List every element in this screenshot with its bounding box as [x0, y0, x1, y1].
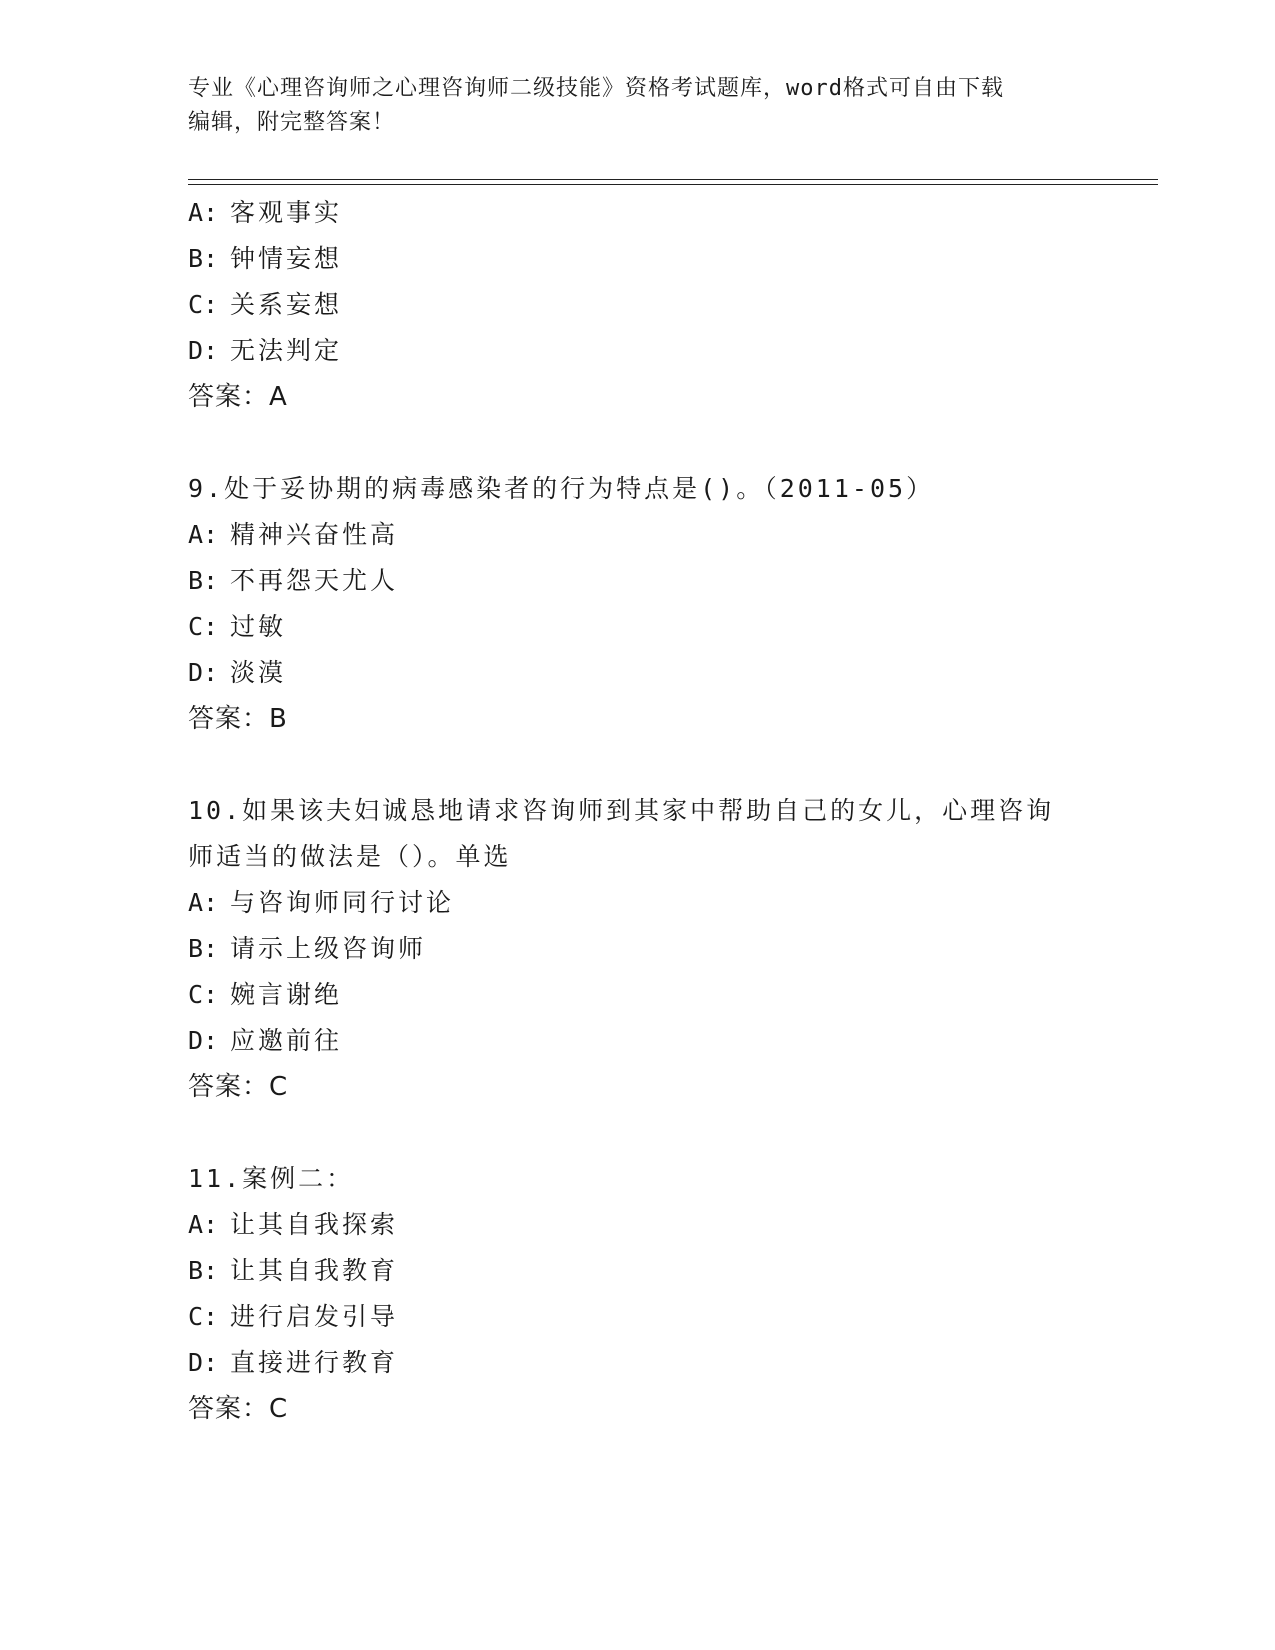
header-title-line-2: 编辑，附完整答案！ — [188, 110, 396, 135]
question-stem — [188, 1156, 1088, 1202]
question-block-11 — [188, 1156, 1088, 1432]
option-a — [188, 880, 1088, 926]
option-a — [188, 1202, 1088, 1248]
spacer — [188, 420, 1088, 466]
option-letter: D: — [188, 658, 219, 687]
option-d — [188, 1340, 1088, 1386]
option-c — [188, 604, 1088, 650]
option-text: 精神兴奋性高 — [230, 520, 399, 549]
option-letter: B: — [188, 1256, 219, 1285]
option-text: 淡漠 — [230, 658, 287, 687]
option-c — [188, 972, 1088, 1018]
option-c — [188, 282, 1088, 328]
answer-line: 答案：C — [188, 1394, 289, 1424]
option-text: 钟情妄想 — [230, 244, 343, 273]
option-b — [188, 1248, 1088, 1294]
answer-line: 答案：A — [188, 382, 288, 412]
option-text: 请示上级咨询师 — [230, 934, 427, 963]
option-letter: B: — [188, 934, 219, 963]
option-a — [188, 512, 1088, 558]
header-divider-bottom — [188, 184, 1158, 185]
header-title-line-1: 专业《心理咨询师之心理咨询师二级技能》资格考试题库，word格式可自由下载 — [188, 76, 1004, 101]
answer-line: 答案：B — [188, 704, 288, 734]
option-letter: C: — [188, 612, 219, 641]
option-letter: B: — [188, 566, 219, 595]
question-stem-line: 10.如果该夫妇诚恳地请求咨询师到其家中帮助自己的女儿，心理咨询 — [188, 796, 1055, 825]
option-text: 无法判定 — [230, 336, 343, 365]
question-stem-line: 11.案例二： — [188, 1164, 355, 1193]
option-text: 与咨询师同行讨论 — [230, 888, 455, 917]
option-text: 让其自我教育 — [230, 1256, 399, 1285]
option-a — [188, 190, 1088, 236]
option-letter: A: — [188, 888, 219, 917]
option-b — [188, 236, 1088, 282]
question-list — [188, 190, 1088, 1432]
option-letter: C: — [188, 980, 219, 1009]
option-d — [188, 328, 1088, 374]
option-d — [188, 650, 1088, 696]
option-text: 进行启发引导 — [230, 1302, 399, 1331]
option-text: 婉言谢绝 — [230, 980, 343, 1009]
option-letter: D: — [188, 1348, 219, 1377]
option-letter: D: — [188, 1026, 219, 1055]
option-text: 过敏 — [230, 612, 287, 641]
option-text: 关系妄想 — [230, 290, 343, 319]
option-letter: D: — [188, 336, 219, 365]
header-divider-top — [188, 179, 1158, 180]
question-stem — [188, 466, 1088, 512]
question-block-8 — [188, 190, 1088, 420]
option-text: 应邀前往 — [230, 1026, 343, 1055]
option-d — [188, 1018, 1088, 1064]
option-letter: A: — [188, 1210, 219, 1239]
option-text: 让其自我探索 — [230, 1210, 399, 1239]
option-letter: B: — [188, 244, 219, 273]
question-block-10 — [188, 788, 1088, 1110]
spacer — [188, 1110, 1088, 1156]
option-b — [188, 926, 1088, 972]
question-block-9 — [188, 466, 1088, 742]
question-stem — [188, 788, 1088, 880]
option-letter: C: — [188, 290, 219, 319]
option-letter: A: — [188, 198, 219, 227]
option-c — [188, 1294, 1088, 1340]
spacer — [188, 742, 1088, 788]
answer-line: 答案：C — [188, 1072, 289, 1102]
option-text: 客观事实 — [230, 198, 343, 227]
question-stem-line: 师适当的做法是（）。单选 — [188, 842, 512, 871]
question-stem-line: 9.处于妥协期的病毒感染者的行为特点是()。（2011-05） — [188, 474, 935, 503]
option-b — [188, 558, 1088, 604]
option-letter: A: — [188, 520, 219, 549]
document-header — [188, 72, 1088, 140]
option-text: 不再怨天尤人 — [230, 566, 399, 595]
option-letter: C: — [188, 1302, 219, 1331]
option-text: 直接进行教育 — [230, 1348, 399, 1377]
